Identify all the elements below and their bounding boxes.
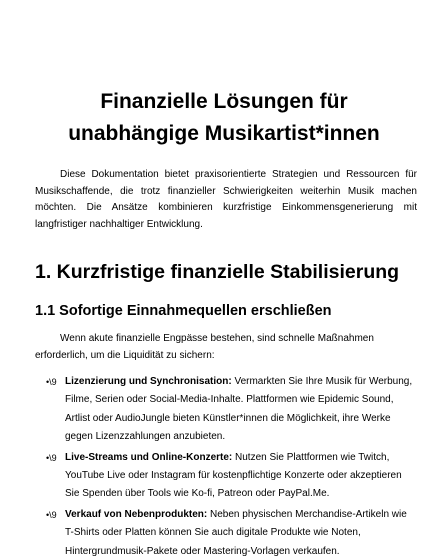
intro-paragraph: Diese Dokumentation bietet praxisorientierte Strategien und Ressourcen für Musikschaffende, die trotz finanzieller Schwierigkeiten weiterhin Musik machen möchten. Die Ansätze kombinieren kurzfristige Einkommensgenerierung mit langfristiger nachhaltiger Entwicklung. [35, 169, 417, 230]
list-item [46, 373, 418, 447]
document-title-line-1: Finanzielle Lösungen für [100, 90, 348, 113]
section-1-heading: 1. Kurzfristige finanzielle Stabilisierung [35, 261, 400, 283]
list-item-heading: Verkauf von Nebenprodukten: [65, 508, 208, 520]
bullet-marker: •\9 [46, 509, 57, 520]
bullet-marker: •\9 [46, 377, 57, 387]
list-item-text: Nutzen Sie Plattformen wie Twitch, YouTube Live oder Instagram für kostenpflichtige Konzerte oder akzeptieren Sie Spenden über Tools wie Ko-fi, Patreon oder PayPal.Me. [65, 451, 402, 500]
list-item-text: Vermarkten Sie Ihre Musik für Werbung, Filme, Serien oder Social-Media-Inhalte. Plattformen wie Epidemic Sound, Artlist oder AudioJungle bieten Künstler*innen die Möglichkeit, ihre Werke gegen Lizenzzahlungen anzubieten. [65, 376, 413, 443]
list-item [46, 506, 418, 560]
list-item-heading: Lizenzierung und Synchronisation: [65, 376, 232, 387]
list-item-heading: Live-Streams und Online-Konzerte: [65, 451, 233, 463]
bullet-marker: •\9 [46, 452, 57, 463]
document-title-line-2: unabhängige Musikartist*innen [68, 122, 380, 145]
subsection-1-1-lead: Wenn akute finanzielle Engpässe bestehen, sind schnelle Maßnahmen erforderlich, um die Liquidität zu sichern: [35, 333, 374, 361]
list-item [46, 449, 418, 504]
income-sources-list [46, 373, 418, 560]
subsection-1-1-heading: 1.1 Sofortige Einnahmequellen erschließen [35, 303, 332, 319]
list-item-text: Neben physischen Merchandise-Artikeln wie T-Shirts oder Platten können Sie auch digitale Produkte wie Noten, Hintergrundmusik-Pakete oder Mastering-Vorlagen verkaufen. [65, 508, 407, 557]
